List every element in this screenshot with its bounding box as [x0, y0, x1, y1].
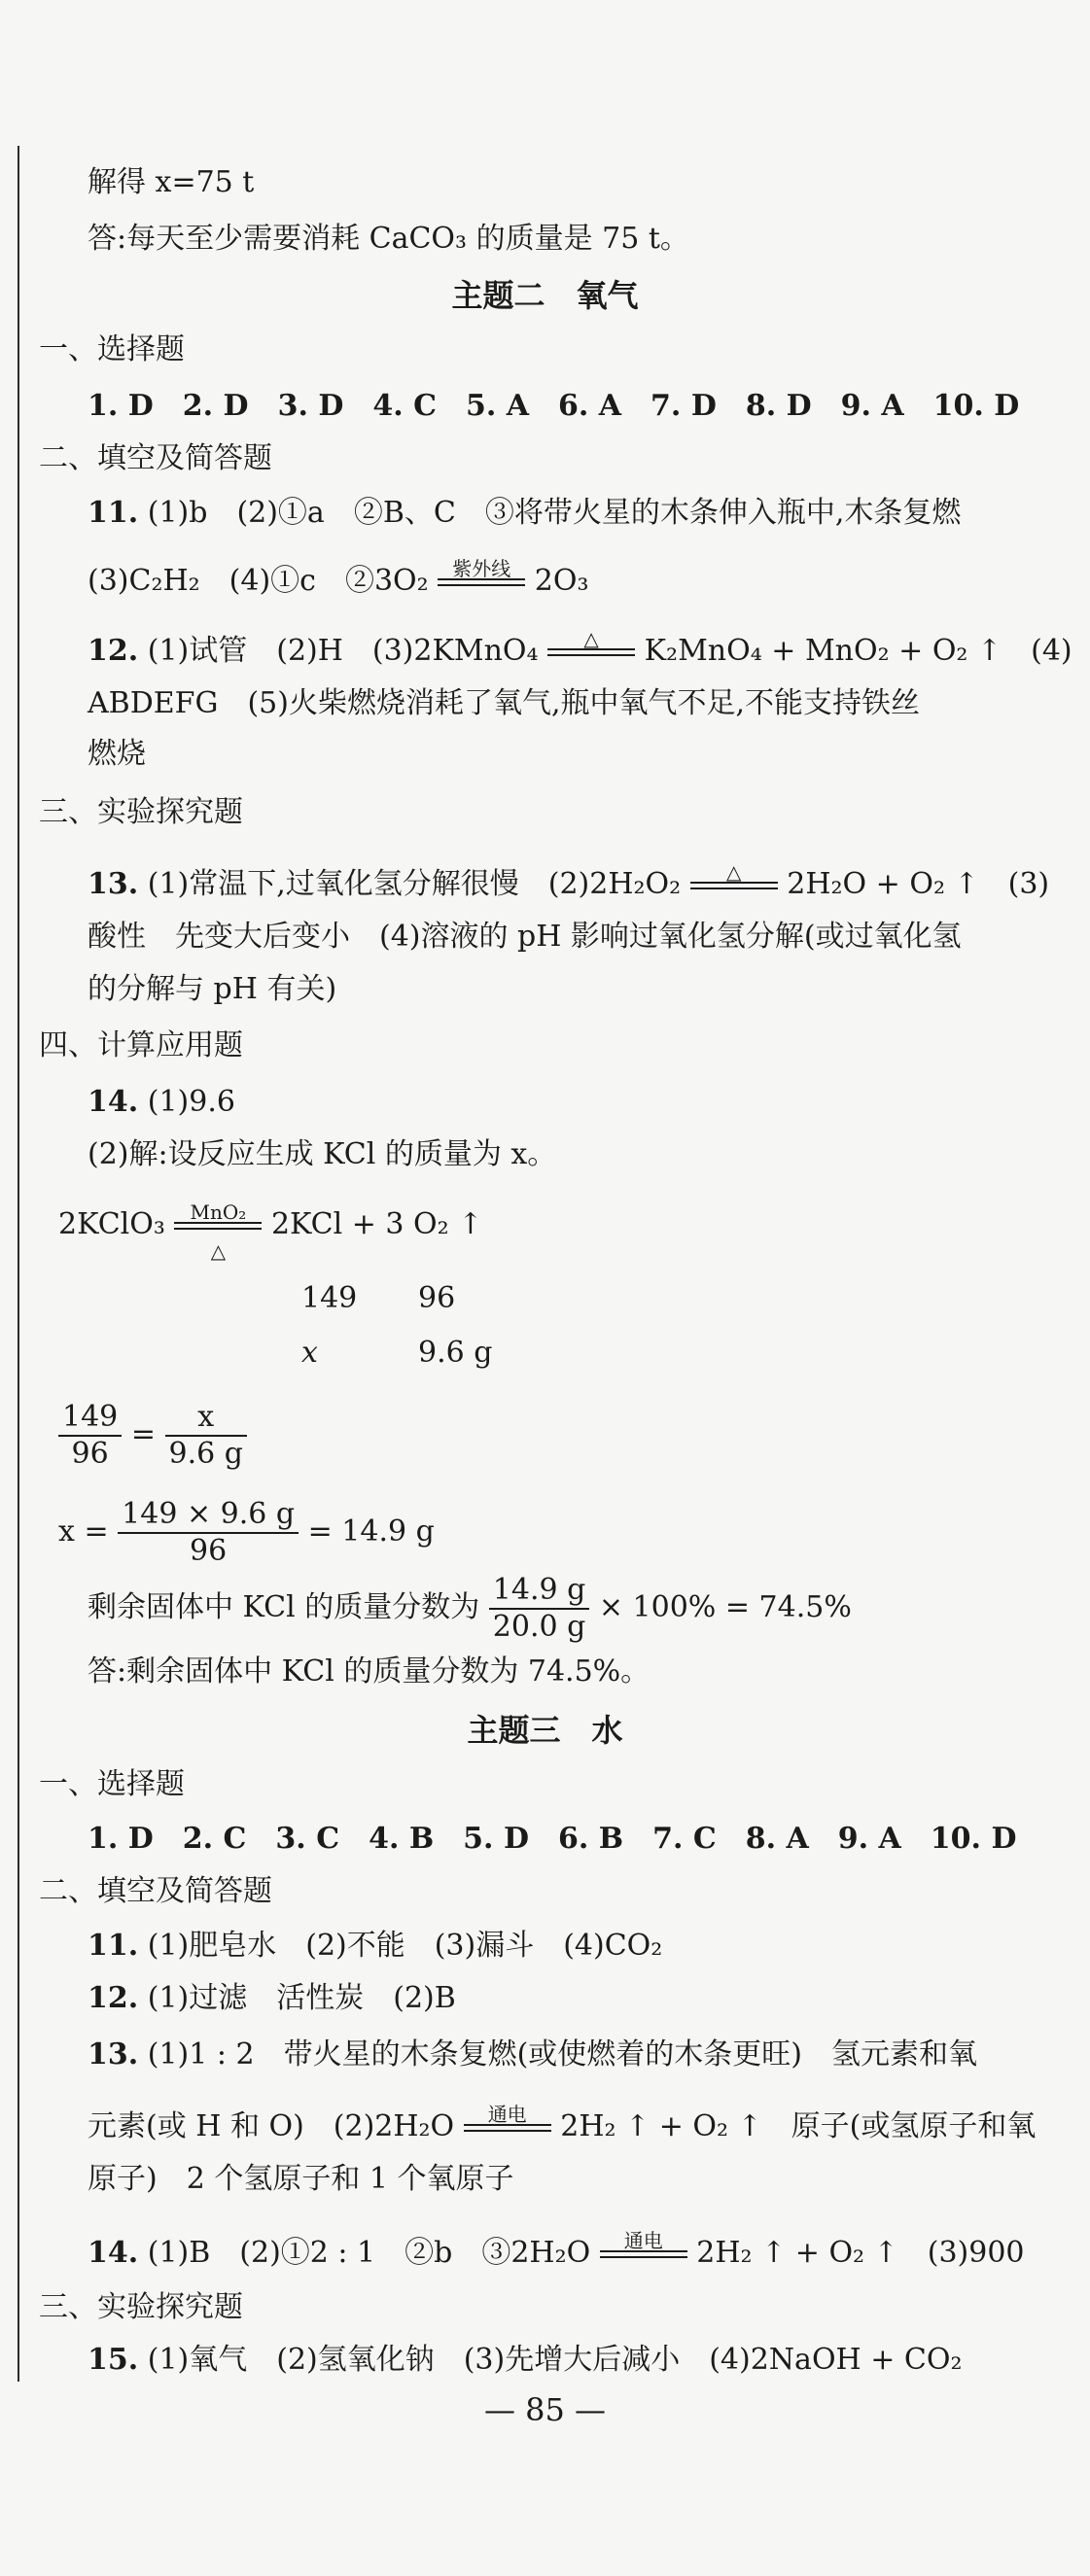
condition-label: MnO₂: [190, 1201, 247, 1224]
subsection-title: 一、选择题: [39, 332, 185, 366]
answer-line: [88, 557, 589, 601]
answer-line: 11. (1)肥皂水 (2)不能 (3)漏斗 (4)CO₂: [88, 1929, 663, 1963]
mass-value: 149: [301, 1281, 358, 1315]
denominator: 96: [71, 1437, 109, 1471]
page-number: — 85 —: [483, 2391, 607, 2428]
text-segment: 2H₂ ↑ + O₂ ↑ 原子(或氢原子和氧: [560, 2109, 1037, 2143]
answer-line: 答:剩余固体中 KCl 的质量分数为 74.5%。: [88, 1654, 650, 1688]
text-line: 答:每天至少需要消耗 CaCO₃ 的质量是 75 t。: [88, 222, 689, 256]
numerator: 149: [58, 1400, 122, 1437]
fraction: [58, 1400, 122, 1472]
mass-value: 96: [418, 1281, 456, 1315]
numerator: x: [165, 1400, 247, 1437]
reaction-condition: [600, 2229, 687, 2266]
answer-line: 15. (1)氧气 (2)氢氧化钠 (3)先增大后减小 (4)2NaOH + CO₂: [88, 2343, 963, 2377]
mass-value: 9.6 g: [418, 1336, 493, 1370]
text-segment: K₂MnO₄ + MnO₂ + O₂ ↑ (4): [644, 634, 1072, 668]
condition-label: 通电: [487, 2103, 527, 2126]
subsection-title: 一、选择题: [39, 1767, 185, 1801]
text-segment: = 14.9 g: [307, 1514, 435, 1549]
condition-label: △: [726, 860, 742, 884]
reaction-condition: [464, 2103, 551, 2140]
answer-line: [88, 2229, 1025, 2273]
fraction: [118, 1497, 299, 1569]
condition-label: △: [583, 627, 599, 650]
answer-line: 11. (1)b (2)①a ②B、C ③将带火星的木条伸入瓶中,木条复燃: [88, 496, 962, 530]
section-heading: 主题二 氧气: [451, 277, 639, 314]
text-line: 解得 x=75 t: [88, 165, 255, 199]
calculation-line: [58, 1497, 435, 1569]
text-segment: 13. (1)常温下,过氧化氢分解很慢 (2)2H₂O₂: [88, 867, 682, 901]
reaction-condition: [547, 627, 635, 664]
text-segment: 12. (1)试管 (2)H (3)2KMnO₄: [88, 634, 539, 668]
answer-line: 燃烧: [88, 737, 146, 771]
answer-line: 1. D 2. C 3. C 4. B 5. D 6. B 7. C 8. A 9. A 10. D: [88, 1822, 1017, 1856]
denominator: 96: [190, 1534, 228, 1568]
reaction-condition: [174, 1201, 262, 1263]
text-segment: 剩余固体中 KCl 的质量分数为: [88, 1590, 480, 1624]
answer-line: [88, 2103, 1037, 2146]
text-segment: × 100% = 74.5%: [598, 1590, 852, 1624]
text-segment: 2KClO₃: [58, 1207, 165, 1241]
condition-label: 紫外线: [452, 557, 511, 580]
denominator: 9.6 g: [168, 1437, 243, 1471]
fraction: [165, 1400, 247, 1472]
section-heading: 主题三 水: [467, 1712, 623, 1749]
answer-line: 12. (1)过滤 活性炭 (2)B: [88, 1981, 456, 2015]
denominator: 20.0 g: [492, 1610, 586, 1644]
binding-margin-line: [18, 146, 19, 2382]
answer-line: ABDEFG (5)火柴燃烧消耗了氧气,瓶中氧气不足,不能支持铁丝: [88, 686, 921, 720]
answer-line: 13. (1)1 : 2 带火星的木条复燃(或使燃着的木条更旺) 氢元素和氧: [88, 2037, 977, 2071]
chemical-equation: [58, 1201, 483, 1263]
subsection-title: 二、填空及简答题: [39, 1874, 272, 1908]
text-segment: 2H₂O + O₂ ↑ (3): [787, 867, 1050, 901]
mass-value: x: [301, 1336, 318, 1370]
reaction-condition: [438, 557, 525, 594]
numerator: 149 × 9.6 g: [118, 1497, 299, 1534]
result-line: [88, 1573, 852, 1645]
subsection-title: 三、实验探究题: [39, 795, 243, 829]
proportion-equation: [58, 1400, 247, 1472]
numerator: 14.9 g: [489, 1573, 590, 1610]
text-segment: 2H₂ ↑ + O₂ ↑ (3)900: [696, 2236, 1025, 2270]
equals-sign: =: [130, 1417, 156, 1451]
answer-line: 酸性 先变大后变小 (4)溶液的 pH 影响过氧化氢分解(或过氧化氢: [88, 920, 962, 954]
answer-line: 14. (1)9.6: [88, 1085, 235, 1119]
fraction: [489, 1573, 590, 1645]
subsection-title: 四、计算应用题: [39, 1028, 243, 1062]
answer-line: [88, 627, 1072, 671]
answer-line: 1. D 2. D 3. D 4. C 5. A 6. A 7. D 8. D 9. A 10. D: [88, 389, 1020, 423]
text-segment: (3)C₂H₂ (4)①c ②3O₂: [88, 564, 429, 598]
reaction-condition: [690, 860, 778, 897]
condition-label: 通电: [623, 2229, 663, 2252]
answer-line: 原子) 2 个氢原子和 1 个氧原子: [88, 2162, 514, 2196]
condition-label: △: [210, 1239, 227, 1263]
text-segment: 14. (1)B (2)①2 : 1 ②b ③2H₂O: [88, 2236, 591, 2270]
subsection-title: 二、填空及简答题: [39, 441, 272, 475]
text-segment: 2KCl + 3 O₂ ↑: [270, 1207, 483, 1241]
answer-line: [88, 860, 1050, 904]
text-segment: x =: [58, 1514, 109, 1549]
text-segment: 元素(或 H 和 O) (2)2H₂O: [88, 2109, 455, 2143]
text-segment: 2O₃: [534, 564, 589, 598]
answer-line: 的分解与 pH 有关): [88, 972, 337, 1006]
subsection-title: 三、实验探究题: [39, 2290, 243, 2324]
answer-line: (2)解:设反应生成 KCl 的质量为 x。: [88, 1137, 557, 1171]
